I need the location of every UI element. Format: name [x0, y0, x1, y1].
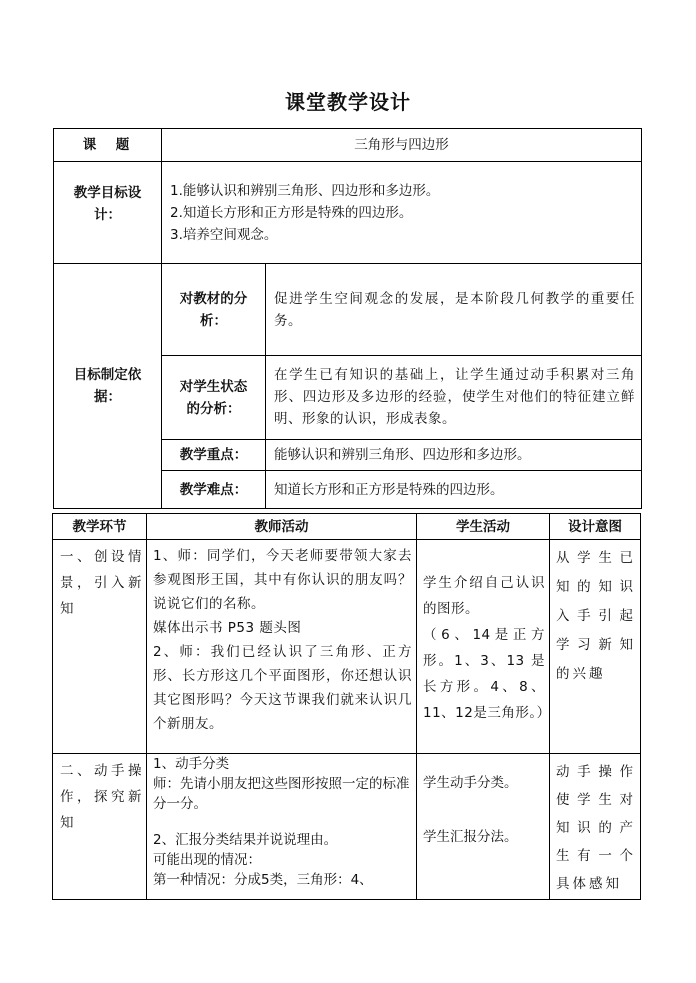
teacher-line: 1、师：同学们，今天老师要带领大家去参观图形王国，其中有你认识的朋友吗？说说它们的名称。 — [153, 548, 412, 612]
teacher-line: 媒体出示书 P53 题头图 — [153, 620, 302, 636]
header-stage: 教学环节 — [53, 514, 147, 540]
student-cell — [417, 754, 550, 900]
intent-cell: 动手操作使学生对知识的产生有一个具体感知 — [550, 754, 641, 900]
teacher-line: 2、师：我们已经认识了三角形、正方形、长方形这几个平面图形，你还想认识其它图形吗？今天这节课我们就来认识几个新朋友。 — [153, 644, 412, 732]
header-student: 学生活动 — [417, 514, 550, 540]
material-text: 促进学生空间观念的发展，是本阶段几何教学的重要任务。 — [266, 264, 642, 356]
key-label: 教学重点： — [162, 440, 266, 471]
table-row — [53, 754, 641, 900]
student-line: （6、14是正方形。1、3、13 是长方形。4、8、11、12是三角形。） — [423, 627, 551, 721]
student-line: 学生动手分类。 — [423, 775, 518, 791]
difficulty-text: 知道长方形和正方形是特殊的四边形。 — [266, 471, 642, 509]
goal-item: 2.知道长方形和正方形是特殊的四边形。 — [170, 205, 413, 221]
difficulty-label: 教学难点： — [162, 471, 266, 509]
stage-cell: 二、动手操作，探究新知 — [53, 754, 147, 900]
key-text: 能够认识和辨别三角形、四边形和多边形。 — [266, 440, 642, 471]
topic-value: 三角形与四边形 — [162, 129, 642, 162]
teacher-line: 可能出现的情况： — [153, 852, 261, 868]
header-teacher: 教师活动 — [147, 514, 417, 540]
header-intent: 设计意图 — [550, 514, 641, 540]
table-row — [53, 540, 641, 754]
material-label: 对教材的分析： — [162, 264, 266, 356]
teacher-line: 第一种情况：分成5类，三角形：4、 — [153, 872, 373, 888]
teacher-line: 1、动手分类 — [153, 756, 230, 772]
teacher-cell — [147, 754, 417, 900]
goal-item: 3.培养空间观念。 — [170, 227, 278, 243]
teacher-line: 2、汇报分类结果并说说理由。 — [153, 832, 338, 848]
goal-list — [162, 162, 642, 264]
goal-label: 教学目标设计： — [54, 162, 162, 264]
basis-label: 目标制定依据： — [54, 264, 162, 509]
page-title: 课堂教学设计 — [285, 90, 411, 114]
info-table — [53, 128, 642, 509]
student-state-label: 对学生状态的分析： — [162, 356, 266, 440]
goal-item: 1.能够认识和辨别三角形、四边形和多边形。 — [170, 183, 440, 199]
topic-label: 课 题 — [54, 129, 162, 162]
teacher-line: 师：先请小朋友把这些图形按照一定的标准分一分。 — [153, 776, 410, 812]
process-table — [52, 513, 641, 900]
intent-cell: 从学生已知的知识入手引起学习新知的兴趣 — [550, 540, 641, 754]
student-cell — [417, 540, 550, 754]
teacher-cell — [147, 540, 417, 754]
student-line: 学生汇报分法。 — [423, 829, 518, 845]
stage-cell: 一、创设情景，引入新知 — [53, 540, 147, 754]
student-line: 学生介绍自己认识的图形。 — [423, 575, 545, 617]
student-state-text: 在学生已有知识的基础上，让学生通过动手积累对三角形、四边形及多边形的经验，使学生对他们的特征建立鲜明、形象的认识，形成表象。 — [266, 356, 642, 440]
